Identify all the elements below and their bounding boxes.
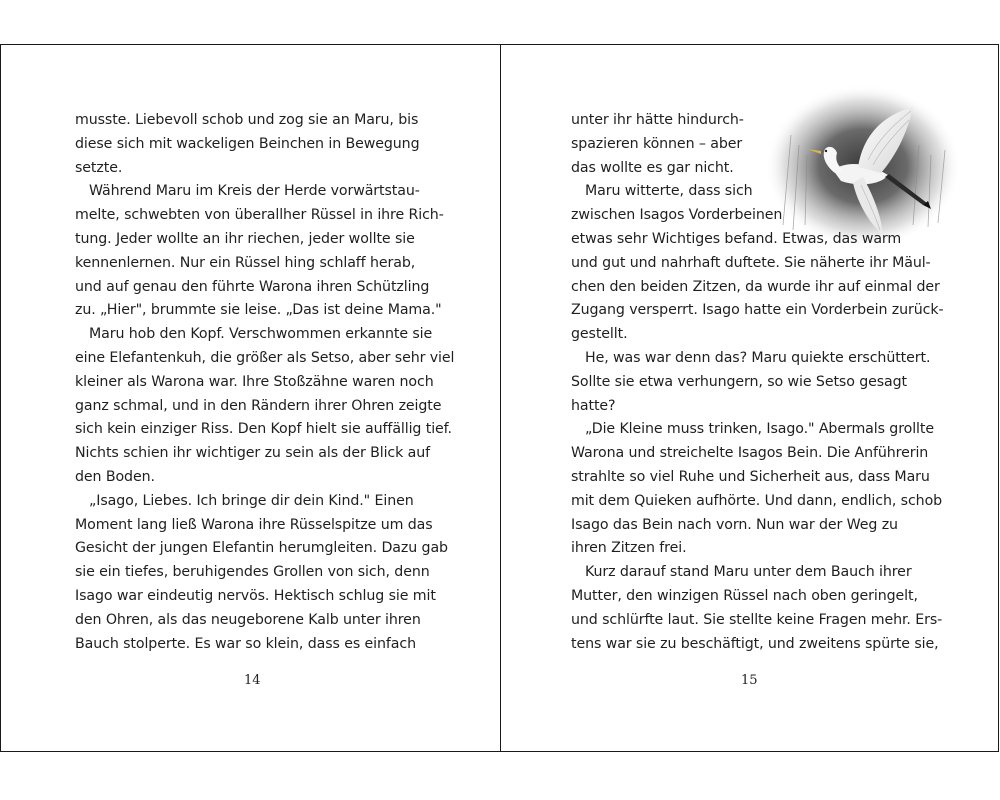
- text-line: chen den beiden Zitzen, da wurde ihr auf einmal der: [571, 278, 940, 295]
- text-line: Mutter, den winzigen Rüssel nach oben geringelt,: [571, 587, 918, 604]
- text-line: unter ihr hätte hindurch-: [571, 112, 744, 128]
- text-line: kleiner als Warona war. Ihre Stoßzähne waren noch: [75, 373, 434, 390]
- text-line: strahlte so viel Ruhe und Sicherheit aus, dass Maru: [571, 468, 930, 485]
- text-line: Moment lang ließ Warona ihre Rüsselspitze um das: [75, 516, 433, 533]
- text-line: diese sich mit wackeligen Beinchen in Bewegung: [75, 135, 420, 152]
- text-line: Isago war eindeutig nervös. Hektisch schlug sie mit: [75, 587, 436, 604]
- text-line: mit dem Quieken aufhörte. Und dann, endlich, schob: [571, 492, 943, 509]
- text-line: Isago das Bein nach vorn. Nun war der Weg zu: [571, 516, 898, 533]
- text-line: melte, schwebten von überallher Rüssel in ihre Rich-: [75, 207, 444, 224]
- right-page-number: 15: [741, 673, 758, 688]
- text-line: setzte.: [75, 159, 123, 176]
- text-line: Sollte sie etwa verhungern, so wie Setso gesagt: [571, 373, 907, 390]
- left-page-text: [75, 109, 455, 656]
- text-line: Maru witterte, dass sich: [585, 183, 753, 200]
- book-spread: [0, 44, 999, 752]
- text-line: und auf genau den führte Warona ihren Schützling: [75, 278, 430, 295]
- text-line: Während Maru im Kreis der Herde vorwärtstau-: [89, 183, 420, 200]
- text-line: kennenlernen. Nur ein Rüssel hing schlaff herab,: [75, 254, 416, 271]
- text-line: zwischen Isagos Vorderbeinen: [571, 207, 783, 224]
- text-line: Gesicht der jungen Elefantin herumgleiten. Dazu gab: [75, 540, 448, 557]
- text-line: ihren Zitzen frei.: [571, 540, 687, 557]
- right-page-text: [571, 109, 944, 656]
- text-line: Kurz darauf stand Maru unter dem Bauch ihrer: [585, 564, 912, 581]
- text-line: ganz schmal, und in den Rändern ihrer Ohren zeigte: [75, 397, 442, 414]
- left-page-number: 14: [244, 673, 261, 688]
- text-line: und schlürfte laut. Sie stellte keine Fragen mehr. Ers-: [571, 611, 943, 628]
- text-line: das wollte es gar nicht.: [571, 159, 734, 176]
- left-page: [1, 45, 500, 751]
- text-line: He, was war denn das? Maru quiekte erschüttert.: [585, 349, 931, 366]
- text-line: Bauch stolperte. Es war so klein, dass es einfach: [75, 635, 416, 652]
- text-line: Nichts schien ihr wichtiger zu sein als der Blick auf: [75, 445, 431, 462]
- text-line: und gut und nahrhaft duftete. Sie näherte ihr Mäul-: [571, 254, 931, 271]
- text-line: etwas sehr Wichtiges befand. Etwas, das warm: [571, 230, 902, 247]
- text-line: Warona und streichelte Isagos Bein. Die Anführerin: [571, 445, 929, 462]
- text-line: tens war sie zu beschäftigt, und zweitens spürte sie,: [571, 635, 939, 652]
- text-line: „Die Kleine muss trinken, Isago." Abermals grollte: [585, 421, 934, 438]
- text-line: spazieren können – aber: [571, 135, 743, 152]
- text-line: tung. Jeder wollte an ihr riechen, jeder wollte sie: [75, 230, 415, 247]
- text-line: sie ein tiefes, beruhigendes Grollen von sich, denn: [75, 564, 430, 581]
- right-page: [501, 45, 1000, 751]
- text-line: „Isago, Liebes. Ich bringe dir dein Kind." Einen: [89, 492, 414, 509]
- text-line: musste. Liebevoll schob und zog sie an Maru, bis: [75, 112, 419, 128]
- text-line: den Ohren, als das neugeborene Kalb unter ihren: [75, 611, 421, 628]
- text-line: gestellt.: [571, 326, 628, 343]
- text-line: Zugang versperrt. Isago hatte ein Vorderbein zurück-: [571, 302, 944, 319]
- text-line: eine Elefantenkuh, die größer als Setso, aber sehr viel: [75, 349, 455, 366]
- text-line: Maru hob den Kopf. Verschwommen erkannte sie: [89, 326, 433, 343]
- text-line: zu. „Hier", brummte sie leise. „Das ist deine Mama.": [75, 302, 442, 319]
- text-line: hatte?: [571, 397, 616, 414]
- text-line: sich kein einziger Riss. Den Kopf hielt sie auffällig tief.: [75, 421, 452, 438]
- text-line: den Boden.: [75, 468, 155, 485]
